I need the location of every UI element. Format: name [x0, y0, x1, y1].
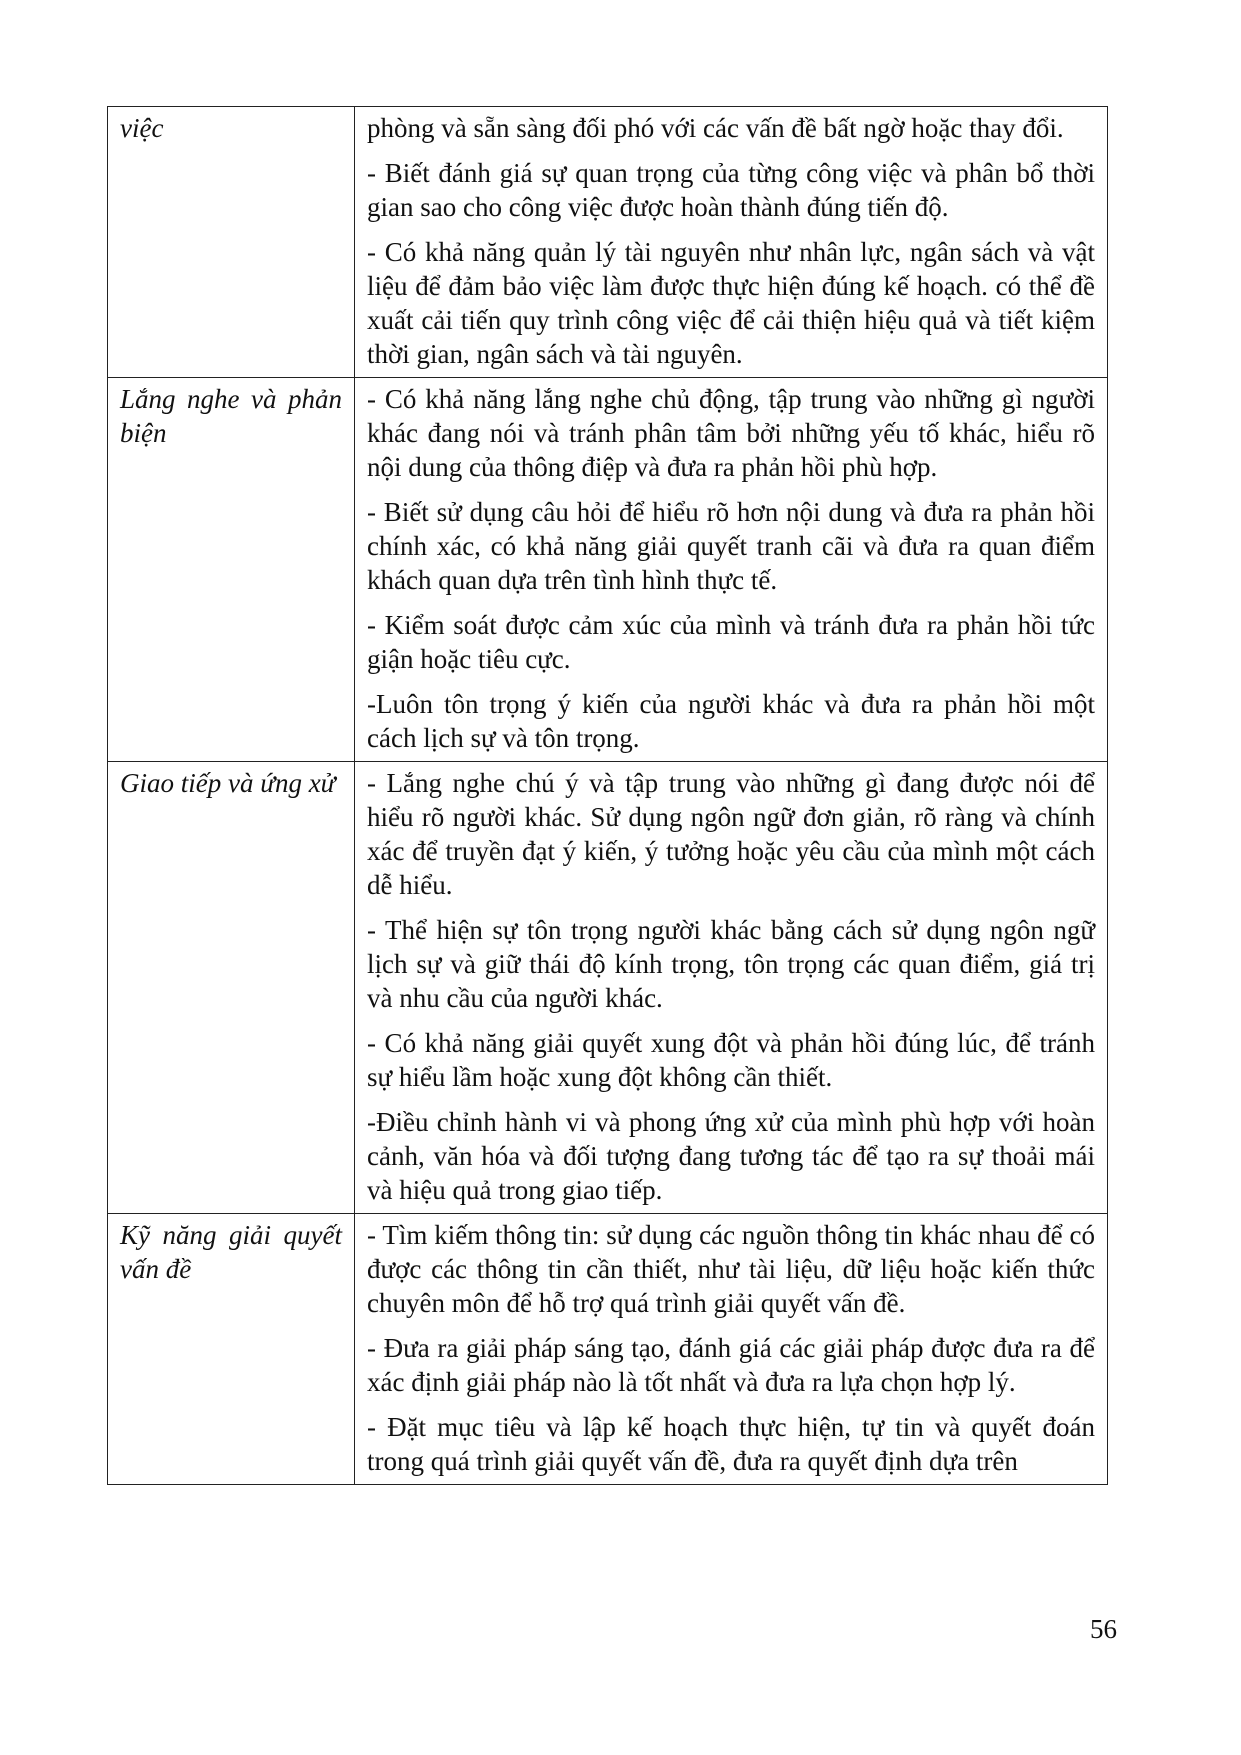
- skill-name-cell: Kỹ năng giải quyết vấn đề: [108, 1214, 355, 1485]
- description-paragraph: - Đưa ra giải pháp sáng tạo, đánh giá các giải pháp được đưa ra để xác định giải pháp nào là tốt nhất và đưa ra lựa chọn hợp lý.: [367, 1333, 1095, 1397]
- skill-description-cell: [355, 1214, 1108, 1485]
- description-paragraph: - Có khả năng giải quyết xung đột và phản hồi đúng lúc, để tránh sự hiểu lầm hoặc xung đột không cần thiết.: [367, 1028, 1095, 1092]
- description-paragraph: -Điều chỉnh hành vi và phong ứng xử của mình phù hợp với hoàn cảnh, văn hóa và đối tượng đang tương tác để tạo ra sự thoải mái và hiệu quả trong giao tiếp.: [367, 1107, 1095, 1205]
- description-paragraph: - Biết sử dụng câu hỏi để hiểu rõ hơn nội dung và đưa ra phản hồi chính xác, có khả năng giải quyết tranh cãi và đưa ra quan điểm khách quan dựa trên tình hình thực tế.: [367, 497, 1095, 595]
- skill-description-cell: [355, 107, 1108, 378]
- description-paragraph: - Biết đánh giá sự quan trọng của từng công việc và phân bổ thời gian sao cho công việc được hoàn thành đúng tiến độ.: [367, 158, 1095, 222]
- skill-name-cell: Lắng nghe và phản biện: [108, 378, 355, 762]
- skills-table: [107, 106, 1108, 1485]
- description-paragraph: phòng và sẵn sàng đối phó với các vấn đề bất ngờ hoặc thay đổi.: [367, 113, 1064, 143]
- description-paragraph: - Lắng nghe chú ý và tập trung vào những gì đang được nói để hiểu rõ người khác. Sử dụng ngôn ngữ đơn giản, rõ ràng và chính xác để truyền đạt ý kiến, ý tưởng hoặc yêu cầu của mình một cách dễ hiểu.: [367, 768, 1095, 900]
- table-row: [108, 1214, 1108, 1485]
- description-paragraph: - Đặt mục tiêu và lập kế hoạch thực hiện, tự tin và quyết đoán trong quá trình giải quyết vấn đề, đưa ra quyết định dựa trên: [367, 1412, 1095, 1476]
- description-paragraph: - Kiểm soát được cảm xúc của mình và tránh đưa ra phản hồi tức giận hoặc tiêu cực.: [367, 610, 1095, 674]
- table-row: [108, 378, 1108, 762]
- table-row: [108, 107, 1108, 378]
- table-row: [108, 762, 1108, 1214]
- description-paragraph: - Tìm kiếm thông tin: sử dụng các nguồn thông tin khác nhau để có được các thông tin cần thiết, như tài liệu, dữ liệu hoặc kiến thức chuyên môn để hỗ trợ quá trình giải quyết vấn đề.: [367, 1220, 1095, 1318]
- skill-description-cell: [355, 378, 1108, 762]
- description-paragraph: - Có khả năng lắng nghe chủ động, tập trung vào những gì người khác đang nói và tránh phân tâm bởi những yếu tố khác, hiểu rõ nội dung của thông điệp và đưa ra phản hồi phù hợp.: [367, 384, 1095, 482]
- description-paragraph: - Có khả năng quản lý tài nguyên như nhân lực, ngân sách và vật liệu để đảm bảo việc làm được thực hiện đúng kế hoạch. có thể đề xuất cải tiến quy trình công việc để cải thiện hiệu quả và tiết kiệm thời gian, ngân sách và tài nguyên.: [367, 237, 1095, 369]
- description-paragraph: -Luôn tôn trọng ý kiến của người khác và đưa ra phản hồi một cách lịch sự và tôn trọng.: [367, 689, 1095, 753]
- skill-description-cell: [355, 762, 1108, 1214]
- page-number: 56: [1090, 1614, 1117, 1644]
- skill-name-cell: việc: [108, 107, 355, 378]
- skill-name-cell: Giao tiếp và ứng xử: [108, 762, 355, 1214]
- description-paragraph: - Thể hiện sự tôn trọng người khác bằng cách sử dụng ngôn ngữ lịch sự và giữ thái độ kính trọng, tôn trọng các quan điểm, giá trị và nhu cầu của người khác.: [367, 915, 1095, 1013]
